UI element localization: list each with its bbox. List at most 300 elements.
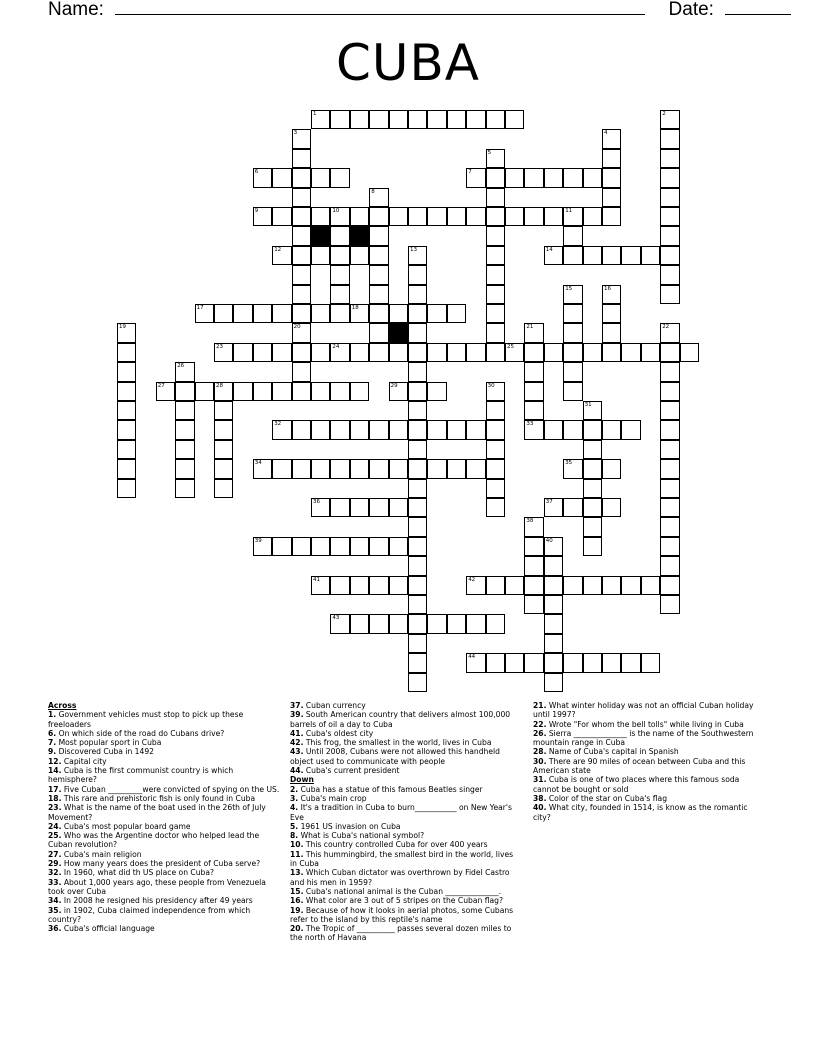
grid-cell[interactable] (486, 265, 505, 284)
grid-cell[interactable] (660, 246, 679, 265)
grid-cell[interactable] (330, 246, 349, 265)
grid-cell[interactable] (660, 323, 679, 342)
grid-cell[interactable] (292, 537, 311, 556)
grid-cell[interactable] (486, 168, 505, 187)
grid-cell[interactable] (583, 343, 602, 362)
grid-cell[interactable] (563, 498, 582, 517)
grid-cell[interactable] (292, 343, 311, 362)
grid-cell[interactable] (253, 168, 272, 187)
grid-cell[interactable] (311, 498, 330, 517)
grid-cell[interactable] (466, 343, 485, 362)
grid-cell[interactable] (408, 207, 427, 226)
grid-cell[interactable] (524, 168, 543, 187)
grid-cell[interactable] (272, 459, 291, 478)
grid-cell[interactable] (350, 207, 369, 226)
grid-cell[interactable] (117, 382, 136, 401)
grid-cell[interactable] (486, 149, 505, 168)
grid-cell[interactable] (486, 304, 505, 323)
grid-cell[interactable] (408, 556, 427, 575)
grid-cell[interactable] (602, 459, 621, 478)
grid-cell[interactable] (389, 420, 408, 439)
grid-cell[interactable] (253, 207, 272, 226)
grid-cell[interactable] (369, 226, 388, 245)
grid-cell[interactable] (272, 382, 291, 401)
grid-cell[interactable] (486, 207, 505, 226)
grid-cell[interactable] (544, 498, 563, 517)
grid-cell[interactable] (524, 595, 543, 614)
grid-cell[interactable] (408, 440, 427, 459)
grid-cell[interactable] (583, 168, 602, 187)
grid-cell[interactable] (311, 304, 330, 323)
grid-cell[interactable] (214, 440, 233, 459)
grid-cell[interactable] (117, 362, 136, 381)
grid-cell[interactable] (660, 382, 679, 401)
grid-cell[interactable] (330, 420, 349, 439)
grid-cell[interactable] (466, 207, 485, 226)
grid-cell[interactable] (233, 304, 252, 323)
grid-cell[interactable] (311, 382, 330, 401)
grid-cell[interactable] (389, 614, 408, 633)
grid-cell[interactable] (408, 576, 427, 595)
grid-cell[interactable] (408, 517, 427, 536)
grid-cell[interactable] (621, 246, 640, 265)
grid-cell[interactable] (544, 537, 563, 556)
grid-cell[interactable] (660, 285, 679, 304)
grid-cell[interactable] (389, 207, 408, 226)
grid-cell[interactable] (427, 207, 446, 226)
grid-cell[interactable] (486, 498, 505, 517)
grid-cell[interactable] (680, 343, 699, 362)
grid-cell[interactable] (660, 129, 679, 148)
grid-cell[interactable] (544, 614, 563, 633)
grid-cell[interactable] (233, 382, 252, 401)
grid-cell[interactable] (175, 440, 194, 459)
grid-cell[interactable] (408, 595, 427, 614)
grid-cell[interactable] (117, 440, 136, 459)
date-field[interactable] (725, 0, 791, 15)
grid-cell[interactable] (389, 382, 408, 401)
grid-cell[interactable] (253, 537, 272, 556)
grid-cell[interactable] (486, 110, 505, 129)
grid-cell[interactable] (563, 576, 582, 595)
grid-cell[interactable] (660, 420, 679, 439)
grid-cell[interactable] (447, 304, 466, 323)
grid-cell[interactable] (563, 653, 582, 672)
grid-cell[interactable] (660, 110, 679, 129)
grid-cell[interactable] (175, 401, 194, 420)
grid-cell[interactable] (330, 382, 349, 401)
grid-cell[interactable] (117, 323, 136, 342)
grid-cell[interactable] (660, 343, 679, 362)
grid-cell[interactable] (408, 304, 427, 323)
grid-cell[interactable] (369, 188, 388, 207)
grid-cell[interactable] (350, 382, 369, 401)
grid-cell[interactable] (505, 207, 524, 226)
grid-cell[interactable] (602, 304, 621, 323)
grid-cell[interactable] (330, 576, 349, 595)
grid-cell[interactable] (524, 556, 543, 575)
grid-cell[interactable] (369, 110, 388, 129)
grid-cell[interactable] (272, 246, 291, 265)
grid-cell[interactable] (486, 226, 505, 245)
grid-cell[interactable] (602, 188, 621, 207)
grid-cell[interactable] (253, 343, 272, 362)
grid-cell[interactable] (427, 382, 446, 401)
grid-cell[interactable] (214, 304, 233, 323)
grid-cell[interactable] (233, 343, 252, 362)
grid-cell[interactable] (311, 459, 330, 478)
grid-cell[interactable] (427, 343, 446, 362)
grid-cell[interactable] (563, 343, 582, 362)
grid-cell[interactable] (544, 634, 563, 653)
grid-cell[interactable] (408, 110, 427, 129)
grid-cell[interactable] (524, 401, 543, 420)
grid-cell[interactable] (544, 343, 563, 362)
grid-cell[interactable] (253, 459, 272, 478)
grid-cell[interactable] (272, 537, 291, 556)
grid-cell[interactable] (272, 207, 291, 226)
grid-cell[interactable] (330, 498, 349, 517)
grid-cell[interactable] (660, 265, 679, 284)
grid-cell[interactable] (214, 420, 233, 439)
grid-cell[interactable] (253, 382, 272, 401)
grid-cell[interactable] (408, 362, 427, 381)
grid-cell[interactable] (660, 479, 679, 498)
grid-cell[interactable] (583, 459, 602, 478)
grid-cell[interactable] (311, 168, 330, 187)
grid-cell[interactable] (602, 343, 621, 362)
grid-cell[interactable] (583, 653, 602, 672)
grid-cell[interactable] (563, 207, 582, 226)
grid-cell[interactable] (408, 265, 427, 284)
grid-cell[interactable] (350, 459, 369, 478)
grid-cell[interactable] (524, 207, 543, 226)
grid-cell[interactable] (350, 110, 369, 129)
grid-cell[interactable] (524, 653, 543, 672)
grid-cell[interactable] (660, 188, 679, 207)
grid-cell[interactable] (660, 149, 679, 168)
grid-cell[interactable] (524, 323, 543, 342)
grid-cell[interactable] (427, 459, 446, 478)
grid-cell[interactable] (524, 576, 543, 595)
grid-cell[interactable] (195, 304, 214, 323)
grid-cell[interactable] (583, 440, 602, 459)
grid-cell[interactable] (330, 168, 349, 187)
grid-cell[interactable] (602, 653, 621, 672)
grid-cell[interactable] (214, 382, 233, 401)
grid-cell[interactable] (330, 614, 349, 633)
grid-cell[interactable] (602, 576, 621, 595)
grid-cell[interactable] (505, 653, 524, 672)
grid-cell[interactable] (466, 168, 485, 187)
grid-cell[interactable] (311, 110, 330, 129)
grid-cell[interactable] (350, 537, 369, 556)
grid-cell[interactable] (292, 246, 311, 265)
grid-cell[interactable] (563, 226, 582, 245)
grid-cell[interactable] (583, 246, 602, 265)
grid-cell[interactable] (583, 517, 602, 536)
grid-cell[interactable] (427, 420, 446, 439)
grid-cell[interactable] (408, 323, 427, 342)
grid-cell[interactable] (408, 401, 427, 420)
grid-cell[interactable] (175, 420, 194, 439)
grid-cell[interactable] (408, 498, 427, 517)
grid-cell[interactable] (408, 673, 427, 692)
grid-cell[interactable] (486, 614, 505, 633)
grid-cell[interactable] (505, 168, 524, 187)
grid-cell[interactable] (660, 576, 679, 595)
grid-cell[interactable] (175, 479, 194, 498)
grid-cell[interactable] (544, 576, 563, 595)
grid-cell[interactable] (369, 498, 388, 517)
grid-cell[interactable] (330, 459, 349, 478)
grid-cell[interactable] (583, 420, 602, 439)
grid-cell[interactable] (544, 673, 563, 692)
grid-cell[interactable] (524, 537, 543, 556)
grid-cell[interactable] (350, 576, 369, 595)
grid-cell[interactable] (660, 168, 679, 187)
grid-cell[interactable] (621, 653, 640, 672)
grid-cell[interactable] (272, 304, 291, 323)
grid-cell[interactable] (641, 246, 660, 265)
grid-cell[interactable] (544, 420, 563, 439)
grid-cell[interactable] (350, 304, 369, 323)
grid-cell[interactable] (447, 343, 466, 362)
grid-cell[interactable] (117, 479, 136, 498)
grid-cell[interactable] (660, 362, 679, 381)
grid-cell[interactable] (272, 343, 291, 362)
grid-cell[interactable] (641, 343, 660, 362)
grid-cell[interactable] (408, 382, 427, 401)
grid-cell[interactable] (583, 576, 602, 595)
grid-cell[interactable] (389, 459, 408, 478)
grid-cell[interactable] (330, 304, 349, 323)
grid-cell[interactable] (486, 576, 505, 595)
grid-cell[interactable] (117, 343, 136, 362)
grid-cell[interactable] (311, 537, 330, 556)
grid-cell[interactable] (350, 343, 369, 362)
grid-cell[interactable] (369, 343, 388, 362)
grid-cell[interactable] (292, 226, 311, 245)
grid-cell[interactable] (544, 246, 563, 265)
grid-cell[interactable] (602, 168, 621, 187)
grid-cell[interactable] (447, 420, 466, 439)
grid-cell[interactable] (311, 246, 330, 265)
grid-cell[interactable] (175, 382, 194, 401)
grid-cell[interactable] (292, 362, 311, 381)
grid-cell[interactable] (544, 556, 563, 575)
grid-cell[interactable] (369, 246, 388, 265)
grid-cell[interactable] (214, 459, 233, 478)
grid-cell[interactable] (486, 440, 505, 459)
grid-cell[interactable] (524, 382, 543, 401)
grid-cell[interactable] (486, 188, 505, 207)
grid-cell[interactable] (292, 304, 311, 323)
grid-cell[interactable] (369, 285, 388, 304)
grid-cell[interactable] (330, 343, 349, 362)
grid-cell[interactable] (524, 420, 543, 439)
grid-cell[interactable] (369, 614, 388, 633)
grid-cell[interactable] (117, 420, 136, 439)
grid-cell[interactable] (408, 537, 427, 556)
grid-cell[interactable] (486, 653, 505, 672)
grid-cell[interactable] (350, 614, 369, 633)
grid-cell[interactable] (583, 537, 602, 556)
grid-cell[interactable] (292, 382, 311, 401)
grid-cell[interactable] (408, 634, 427, 653)
grid-cell[interactable] (175, 362, 194, 381)
grid-cell[interactable] (486, 479, 505, 498)
grid-cell[interactable] (563, 420, 582, 439)
grid-cell[interactable] (447, 614, 466, 633)
grid-cell[interactable] (311, 576, 330, 595)
grid-cell[interactable] (253, 304, 272, 323)
grid-cell[interactable] (621, 576, 640, 595)
grid-cell[interactable] (330, 226, 349, 245)
grid-cell[interactable] (466, 653, 485, 672)
grid-cell[interactable] (563, 285, 582, 304)
grid-cell[interactable] (156, 382, 175, 401)
grid-cell[interactable] (408, 343, 427, 362)
grid-cell[interactable] (602, 323, 621, 342)
grid-cell[interactable] (330, 285, 349, 304)
grid-cell[interactable] (389, 576, 408, 595)
grid-cell[interactable] (408, 420, 427, 439)
grid-cell[interactable] (563, 382, 582, 401)
grid-cell[interactable] (602, 285, 621, 304)
grid-cell[interactable] (660, 226, 679, 245)
grid-cell[interactable] (524, 517, 543, 536)
grid-cell[interactable] (466, 576, 485, 595)
grid-cell[interactable] (427, 110, 446, 129)
grid-cell[interactable] (272, 420, 291, 439)
grid-cell[interactable] (486, 401, 505, 420)
grid-cell[interactable] (214, 479, 233, 498)
grid-cell[interactable] (486, 323, 505, 342)
grid-cell[interactable] (117, 401, 136, 420)
grid-cell[interactable] (408, 614, 427, 633)
grid-cell[interactable] (389, 498, 408, 517)
grid-cell[interactable] (466, 459, 485, 478)
grid-cell[interactable] (311, 343, 330, 362)
grid-cell[interactable] (621, 343, 640, 362)
grid-cell[interactable] (660, 207, 679, 226)
grid-cell[interactable] (602, 246, 621, 265)
grid-cell[interactable] (583, 207, 602, 226)
grid-cell[interactable] (369, 537, 388, 556)
grid-cell[interactable] (272, 168, 291, 187)
grid-cell[interactable] (408, 459, 427, 478)
name-field[interactable] (115, 0, 645, 15)
grid-cell[interactable] (311, 207, 330, 226)
grid-cell[interactable] (544, 207, 563, 226)
grid-cell[interactable] (350, 246, 369, 265)
grid-cell[interactable] (660, 401, 679, 420)
grid-cell[interactable] (486, 382, 505, 401)
grid-cell[interactable] (292, 285, 311, 304)
grid-cell[interactable] (330, 110, 349, 129)
grid-cell[interactable] (292, 265, 311, 284)
grid-cell[interactable] (641, 653, 660, 672)
grid-cell[interactable] (350, 420, 369, 439)
grid-cell[interactable] (563, 459, 582, 478)
grid-cell[interactable] (486, 420, 505, 439)
grid-cell[interactable] (447, 459, 466, 478)
grid-cell[interactable] (292, 420, 311, 439)
grid-cell[interactable] (563, 323, 582, 342)
grid-cell[interactable] (292, 207, 311, 226)
grid-cell[interactable] (466, 420, 485, 439)
grid-cell[interactable] (602, 149, 621, 168)
grid-cell[interactable] (602, 129, 621, 148)
grid-cell[interactable] (563, 168, 582, 187)
grid-cell[interactable] (524, 362, 543, 381)
grid-cell[interactable] (350, 498, 369, 517)
grid-cell[interactable] (660, 459, 679, 478)
grid-cell[interactable] (427, 304, 446, 323)
grid-cell[interactable] (660, 440, 679, 459)
grid-cell[interactable] (486, 459, 505, 478)
grid-cell[interactable] (369, 576, 388, 595)
grid-cell[interactable] (563, 362, 582, 381)
grid-cell[interactable] (389, 343, 408, 362)
grid-cell[interactable] (660, 498, 679, 517)
grid-cell[interactable] (602, 498, 621, 517)
grid-cell[interactable] (544, 595, 563, 614)
grid-cell[interactable] (369, 323, 388, 342)
grid-cell[interactable] (408, 285, 427, 304)
grid-cell[interactable] (369, 420, 388, 439)
grid-cell[interactable] (602, 207, 621, 226)
grid-cell[interactable] (505, 343, 524, 362)
grid-cell[interactable] (369, 304, 388, 323)
grid-cell[interactable] (641, 576, 660, 595)
grid-cell[interactable] (389, 110, 408, 129)
grid-cell[interactable] (447, 207, 466, 226)
grid-cell[interactable] (660, 595, 679, 614)
grid-cell[interactable] (427, 614, 446, 633)
grid-cell[interactable] (408, 653, 427, 672)
grid-cell[interactable] (486, 343, 505, 362)
grid-cell[interactable] (486, 285, 505, 304)
grid-cell[interactable] (292, 459, 311, 478)
grid-cell[interactable] (292, 149, 311, 168)
grid-cell[interactable] (660, 556, 679, 575)
grid-cell[interactable] (389, 537, 408, 556)
grid-cell[interactable] (583, 479, 602, 498)
grid-cell[interactable] (408, 246, 427, 265)
grid-cell[interactable] (330, 265, 349, 284)
grid-cell[interactable] (311, 420, 330, 439)
grid-cell[interactable] (330, 537, 349, 556)
grid-cell[interactable] (389, 304, 408, 323)
grid-cell[interactable] (524, 343, 543, 362)
grid-cell[interactable] (369, 207, 388, 226)
grid-cell[interactable] (175, 459, 194, 478)
grid-cell[interactable] (660, 537, 679, 556)
grid-cell[interactable] (563, 246, 582, 265)
grid-cell[interactable] (544, 168, 563, 187)
grid-cell[interactable] (583, 498, 602, 517)
grid-cell[interactable] (505, 576, 524, 595)
grid-cell[interactable] (330, 207, 349, 226)
grid-cell[interactable] (583, 401, 602, 420)
grid-cell[interactable] (408, 479, 427, 498)
grid-cell[interactable] (195, 382, 214, 401)
grid-cell[interactable] (563, 304, 582, 323)
grid-cell[interactable] (292, 129, 311, 148)
grid-cell[interactable] (447, 110, 466, 129)
